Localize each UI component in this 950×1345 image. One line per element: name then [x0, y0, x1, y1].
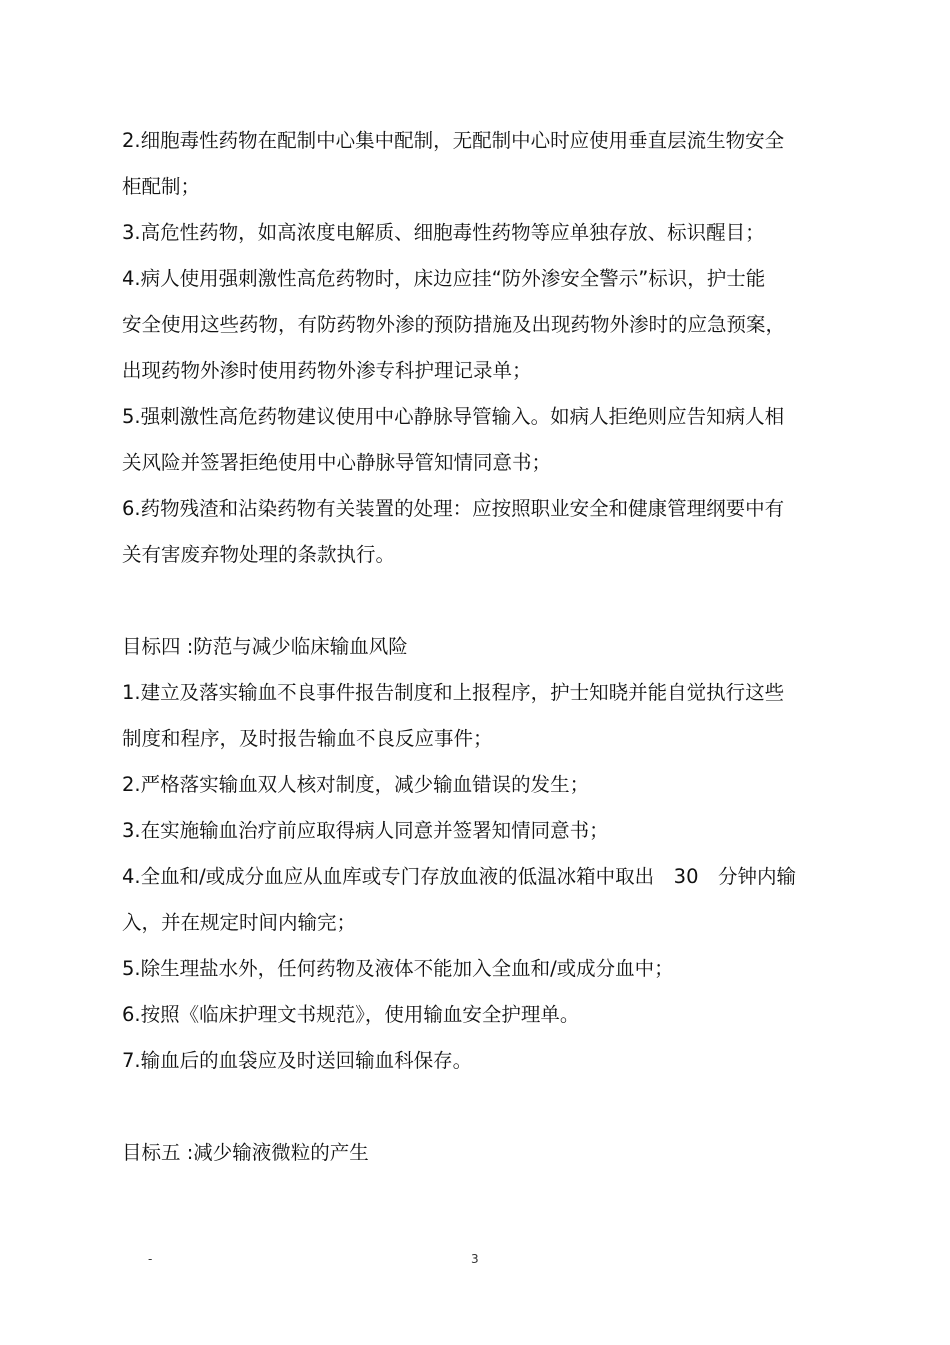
text-line: 出现药物外渗时使用药物外渗专科护理记录单； [122, 359, 532, 382]
text-line: 2.细胞毒性药物在配制中心集中配制，无配制中心时应使用垂直层流生物安全 [122, 129, 785, 152]
text-line: 5.除生理盐水外，任何药物及液体不能加入全血和/或成分血中； [122, 957, 674, 980]
text-line: 5.强刺激性高危药物建议使用中心静脉导管输入。如病人拒绝则应告知病人相 [122, 405, 785, 428]
text-line: 柜配制； [122, 175, 201, 198]
text-line: 关有害废弃物处理的条款执行。 [122, 543, 396, 566]
text-line: 6.药物残渣和沾染药物有关装置的处理：应按照职业安全和健康管理纲要中有 [122, 497, 785, 520]
goal5-heading: 目标五 :减少输液微粒的产生 [122, 1141, 369, 1164]
page-number: 3 [471, 1252, 479, 1266]
text-line: 制度和程序，及时报告输血不良反应事件； [122, 727, 493, 750]
paragraph-gap [122, 1084, 834, 1130]
text-line: 4.全血和/或成分血应从血库或专门存放血液的低温冰箱中取出 30 分钟内输 [122, 865, 796, 888]
text-line: 6.按照《临床护理文书规范》，使用输血安全护理单。 [122, 1003, 580, 1026]
text-line: 关风险并签署拒绝使用中心静脉导管知情同意书； [122, 451, 552, 474]
page-body [122, 118, 834, 1176]
text-line: 1.建立及落实输血不良事件报告制度和上报程序，护士知晓并能自觉执行这些 [122, 681, 785, 704]
text-line: 2.严格落实输血双人核对制度，减少输血错误的发生； [122, 773, 590, 796]
footer-dash: - [148, 1252, 153, 1266]
paragraph-gap [122, 578, 834, 624]
text-line: 3.高危性药物，如高浓度电解质、细胞毒性药物等应单独存放、标识醒目； [122, 221, 765, 244]
text-line: 4.病人使用强刺激性高危药物时，床边应挂“防外渗安全警示”标识，护士能 [122, 267, 766, 290]
text-line: 3.在实施输血治疗前应取得病人同意并签署知情同意书； [122, 819, 609, 842]
text-line: 入，并在规定时间内输完； [122, 911, 357, 934]
text-line: 安全使用这些药物，有防药物外渗的预防措施及出现药物外渗时的应急预案， [122, 313, 786, 336]
goal4-heading: 目标四 :防范与减少临床输血风险 [122, 635, 408, 658]
text-line: 7.输血后的血袋应及时送回输血科保存。 [122, 1049, 473, 1072]
